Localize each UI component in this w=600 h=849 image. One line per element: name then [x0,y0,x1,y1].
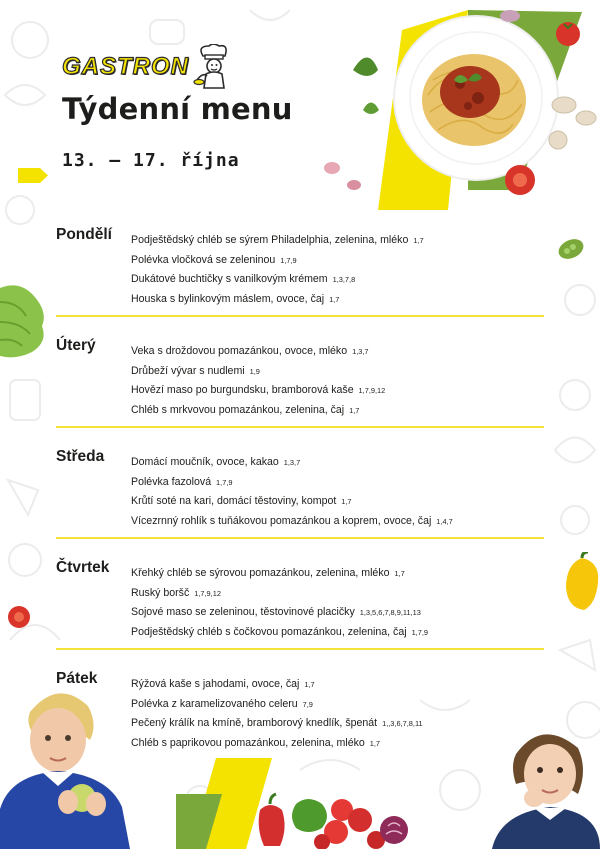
day-name: Pátek [56,670,98,687]
meal-allergens: 1,7 [341,497,352,506]
meal-allergens: 1,7 [304,680,315,689]
meal-allergens: 1,3,7 [283,458,301,467]
meal-item [131,362,551,382]
meal-allergens: 1,7 [349,405,360,415]
pea-pod-image [556,236,586,262]
day-name: Pondělí [56,226,112,243]
meal-text: Polévka z karamelizovaného celeru [131,697,298,710]
meal-allergens: 1,9 [249,366,260,376]
day-section-patek [56,670,544,781]
meal-item [131,584,551,604]
meal-item [131,512,551,532]
yellow-pepper-image [564,552,600,612]
meal-text: Dukátové buchtičky s vanilkovým krémem [131,273,328,285]
meal-text: Křehký chléb se sýrovou pomazánkou, zelenina, mléko [131,567,390,579]
meal-allergens: 7,9 [302,699,313,709]
meal-list [131,453,551,531]
day-name: Čtvrtek [56,559,110,576]
tomato-slice-image [6,604,32,630]
meal-text: Pečený králík na kmíně, bramborový knedlík, špenát [131,717,378,729]
meal-item [131,734,551,754]
meal-item [131,270,551,290]
meal-text: Chléb s mrkvovou pomazánkou, zelenina, čaj [131,403,345,416]
day-section-ctvrtek [56,559,544,670]
meal-allergens: 1,7,9 [411,627,429,637]
meal-text: Ruský boršč [131,586,190,599]
meal-allergens: 1,7,9 [280,255,297,265]
meal-allergens: 1,7 [394,569,405,578]
meal-text: Chléb s paprikovou pomazánkou, zelenina, mléko [131,736,365,749]
meal-allergens: 1,3,7 [352,347,369,356]
lettuce-image [0,282,46,358]
meal-item [131,473,551,493]
meal-item [131,623,551,643]
meal-list [131,342,551,420]
meal-item [131,675,551,695]
meal-list [131,564,551,642]
meal-text: Vícezrnný rohlík s tuňákovou pomazánkou a koprem, ovoce, čaj [131,514,432,527]
meal-text: Podještědský chléb s čočkovou pomazánkou, zelenina, čaj [131,625,407,638]
meal-item [131,231,551,251]
yellow-arrow-accent [18,168,48,183]
meal-allergens: 1,7,9 [216,477,233,487]
chef-mascot-icon [193,44,233,90]
meal-allergens: 1,4,7 [436,516,453,526]
meal-text: Drůbeží vývar s nudlemi [131,364,245,377]
weekly-menu [56,226,544,781]
meal-text: Podještědský chléb se sýrem Philadelphia, zelenina, mléko [131,234,409,246]
meal-item [131,290,551,310]
meal-item [131,564,551,584]
meal-allergens: 1,7 [329,294,340,304]
day-section-streda [56,448,544,559]
meal-text: Rýžová kaše s jahodami, ovoce, čaj [131,678,300,690]
meal-text: Polévka vločková se zeleninou [131,253,276,266]
meal-list [131,675,551,753]
meal-text: Domácí moučník, ovoce, kakao [131,456,279,468]
brand-logo [62,44,233,90]
meal-text: Krůtí soté na kari, domácí těstoviny, kompot [131,495,337,507]
meal-allergens: 1,7 [413,236,424,245]
meal-item [131,603,551,623]
day-separator [56,426,544,428]
day-section-pondeli [56,226,544,337]
meal-allergens: 1,7,9,12 [194,588,221,598]
meal-item [131,492,551,512]
day-separator [56,537,544,539]
meal-text: Hovězí maso po burgundsku, bramborová kaše [131,384,354,396]
meal-allergens: 1,3,5,6,7,8,9,11,13 [359,608,421,617]
meal-allergens: 1,7 [369,738,381,748]
meal-item [131,251,551,271]
spaghetti-plate-image [318,0,600,215]
meal-item [131,453,551,473]
brand-name: GASTRON [62,53,189,80]
meal-item [131,342,551,362]
meal-item [131,381,551,401]
meal-text: Sojové maso se zeleninou, těstovinové placičky [131,606,355,618]
meal-allergens: 1,7,9,12 [358,386,386,395]
page-title: Týdenní menu [62,92,293,126]
meal-item [131,714,551,734]
meal-item [131,401,551,421]
meal-allergens: 1,3,7,8 [332,275,356,284]
day-section-utery [56,337,544,448]
meal-allergens: 1,,3,6,7,8,11 [382,719,423,728]
meal-text: Polévka fazolová [131,475,212,488]
meal-list [131,231,551,309]
date-range: 13. – 17. října [62,150,240,171]
meal-item [131,695,551,715]
day-separator [56,315,544,317]
day-name: Středa [56,448,105,465]
day-name: Úterý [56,337,96,354]
meal-text: Houska s bylinkovým máslem, ovoce, čaj [131,292,325,305]
day-separator [56,648,544,650]
vegetables-image [256,790,416,849]
meal-text: Veka s droždovou pomazánkou, ovoce, mléko [131,345,348,357]
